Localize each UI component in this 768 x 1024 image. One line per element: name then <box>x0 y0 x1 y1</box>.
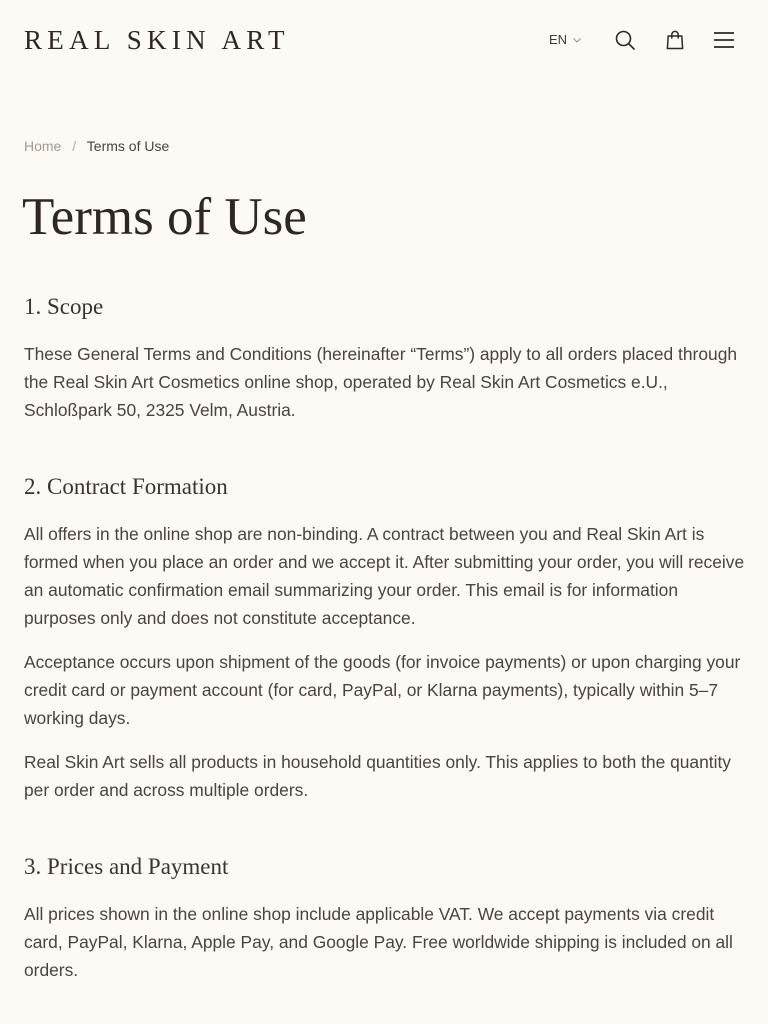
shopping-bag-icon <box>663 28 687 52</box>
search-icon <box>613 28 637 52</box>
breadcrumb <box>24 137 169 155</box>
menu-button[interactable] <box>712 28 736 52</box>
section-heading-contract-formation: 2. Contract Formation <box>24 474 228 499</box>
chevron-down-icon <box>572 32 582 48</box>
site-header <box>0 0 768 80</box>
search-button[interactable] <box>613 28 637 52</box>
contract-paragraph-quantities: Real Skin Art sells all products in household quantities only. This applies to both the quantity per order and across multiple orders. <box>24 752 731 800</box>
page-title: Terms of Use <box>22 188 307 246</box>
breadcrumb-separator: / <box>72 138 77 154</box>
contract-paragraph-offers: All offers in the online shop are non-binding. A contract between you and Real Skin Art is formed when you place an order and we accept it. After submitting your order, you will receive an automatic confirmation email summarizing your order. This email is for information purposes only and does not constitute acceptance. <box>24 524 745 628</box>
section-heading-scope: 1. Scope <box>24 294 104 319</box>
cart-button[interactable] <box>663 28 687 52</box>
language-label: EN <box>549 32 568 47</box>
breadcrumb-current: Terms of Use <box>86 138 170 154</box>
site-logo[interactable]: REAL SKIN ART <box>24 25 290 55</box>
breadcrumb-home-link[interactable]: Home <box>24 138 62 154</box>
prices-paragraph: All prices shown in the online shop include applicable VAT. We accept payments via credit card, PayPal, Klarna, Apple Pay, and Google Pay. Free worldwide shipping is included on all orders. <box>24 904 733 980</box>
contract-paragraph-acceptance: Acceptance occurs upon shipment of the goods (for invoice payments) or upon charging your credit card or payment account (for card, PayPal, or Klarna payments), typically within 5–7 working days. <box>24 652 741 728</box>
section-heading-prices-payment: 3. Prices and Payment <box>24 854 229 879</box>
scope-paragraph: These General Terms and Conditions (hereinafter “Terms”) apply to all orders placed through the Real Skin Art Cosmetics online shop, operated by Real Skin Art Cosmetics e.U., Schloßpark 50, 2325 Velm, Austria. <box>24 344 738 420</box>
language-selector[interactable] <box>549 32 582 48</box>
hamburger-menu-icon <box>712 28 736 52</box>
